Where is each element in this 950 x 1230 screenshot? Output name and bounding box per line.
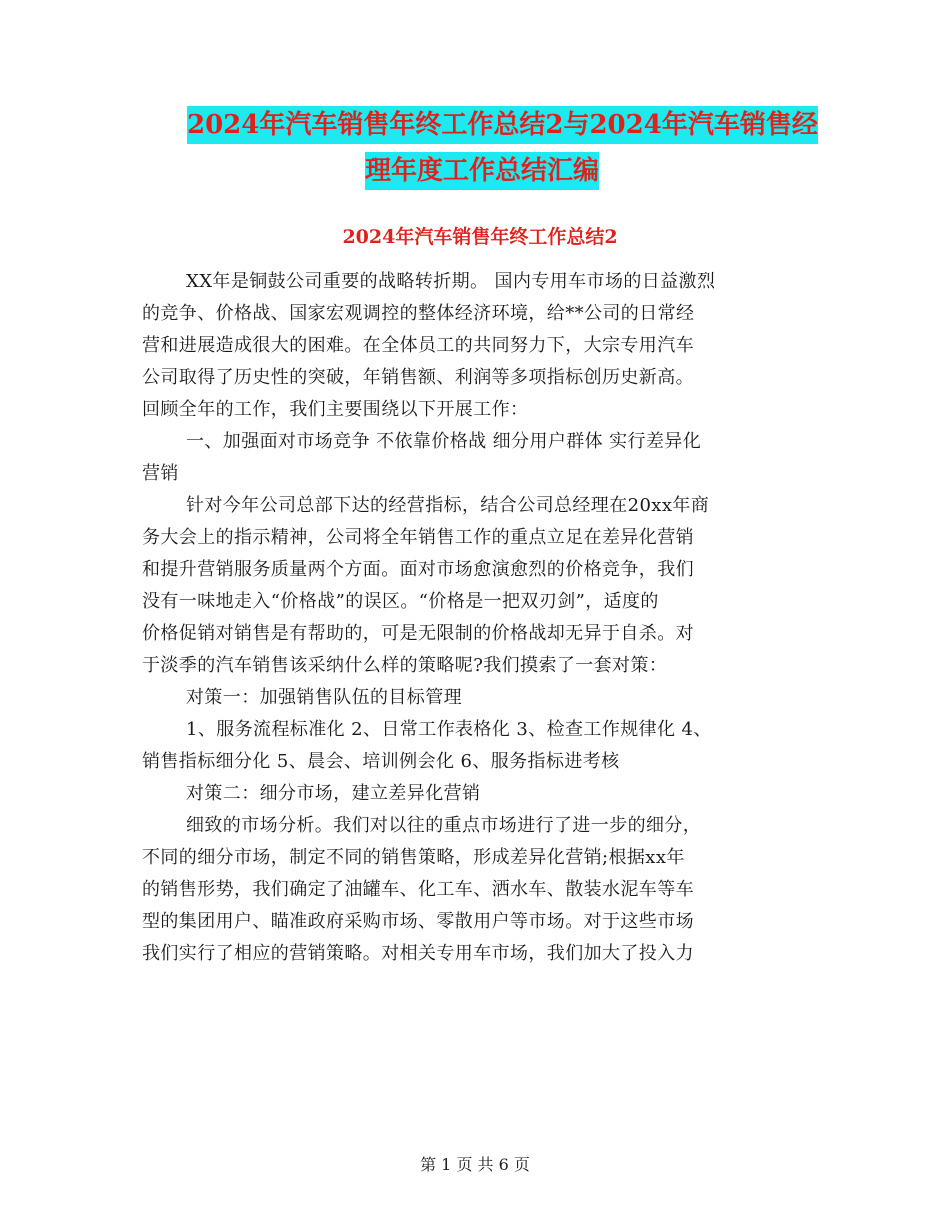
text-line: 公司取得了历史性的突破，年销售额、利润等多项指标创历史新高。: [142, 367, 694, 388]
text-line: 型的集团用户、瞄准政府采购市场、零散用户等市场。对于这些市场: [142, 911, 694, 932]
strategy-heading-2: 对策二：细分市场，建立差异化营销: [186, 783, 481, 804]
title-line-1: 2024年汽车销售年终工作总结2与2024年汽车销售经: [187, 106, 818, 144]
text-line: 于淡季的汽车销售该采纳什么样的策略呢?我们摸索了一套对策：: [142, 655, 668, 676]
text-line: XX年是铜鼓公司重要的战略转折期。 国内专用车市场的日益激烈: [186, 271, 716, 292]
body-text: [142, 266, 810, 970]
text-line: 的竞争、价格战、国家宏观调控的整体经济环境，给**公司的日常经: [142, 303, 695, 324]
text-line: 营销: [142, 463, 179, 484]
text-line: 1、服务流程标准化 2、日常工作表格化 3、检查工作规律化 4、: [186, 719, 712, 740]
text-line: 不同的细分市场，制定不同的销售策略，形成差异化营销;根据xx年: [142, 847, 685, 868]
text-line: 针对今年公司总部下达的经营指标，结合公司总经理在20xx年商: [186, 495, 710, 516]
text-line: 没有一味地走入“价格战”的误区。“价格是一把双刃剑”，适度的: [142, 591, 659, 612]
text-line: 回顾全年的工作，我们主要围绕以下开展工作：: [142, 399, 529, 420]
section-subtitle: 2024年汽车销售年终工作总结2: [342, 226, 618, 248]
section-heading-1: 一、加强面对市场竞争 不依靠价格战 细分用户群体 实行差异化: [186, 431, 702, 452]
text-line: 营和进展造成很大的困难。在全体员工的共同努力下，大宗专用汽车: [142, 335, 694, 356]
text-line: 的销售形势，我们确定了油罐车、化工车、洒水车、散装水泥车等车: [142, 879, 694, 900]
strategy-heading-1: 对策一：加强销售队伍的目标管理: [186, 687, 462, 708]
text-line: 和提升营销服务质量两个方面。面对市场愈演愈烈的价格竞争，我们: [142, 559, 694, 580]
text-line: 价格促销对销售是有帮助的，可是无限制的价格战却无异于自杀。对: [142, 623, 694, 644]
text-line: 务大会上的指示精神，公司将全年销售工作的重点立足在差异化营销: [142, 527, 694, 548]
page-footer: 第 1 页 共 6 页: [420, 1155, 530, 1174]
text-line: 细致的市场分析。我们对以往的重点市场进行了进一步的细分，: [186, 815, 702, 836]
text-line: 我们实行了相应的营销策略。对相关专用车市场，我们加大了投入力: [142, 943, 694, 964]
text-line: 销售指标细分化 5、晨会、培训例会化 6、服务指标进考核: [142, 751, 620, 772]
title-line-2: 理年度工作总结汇编: [365, 152, 599, 190]
